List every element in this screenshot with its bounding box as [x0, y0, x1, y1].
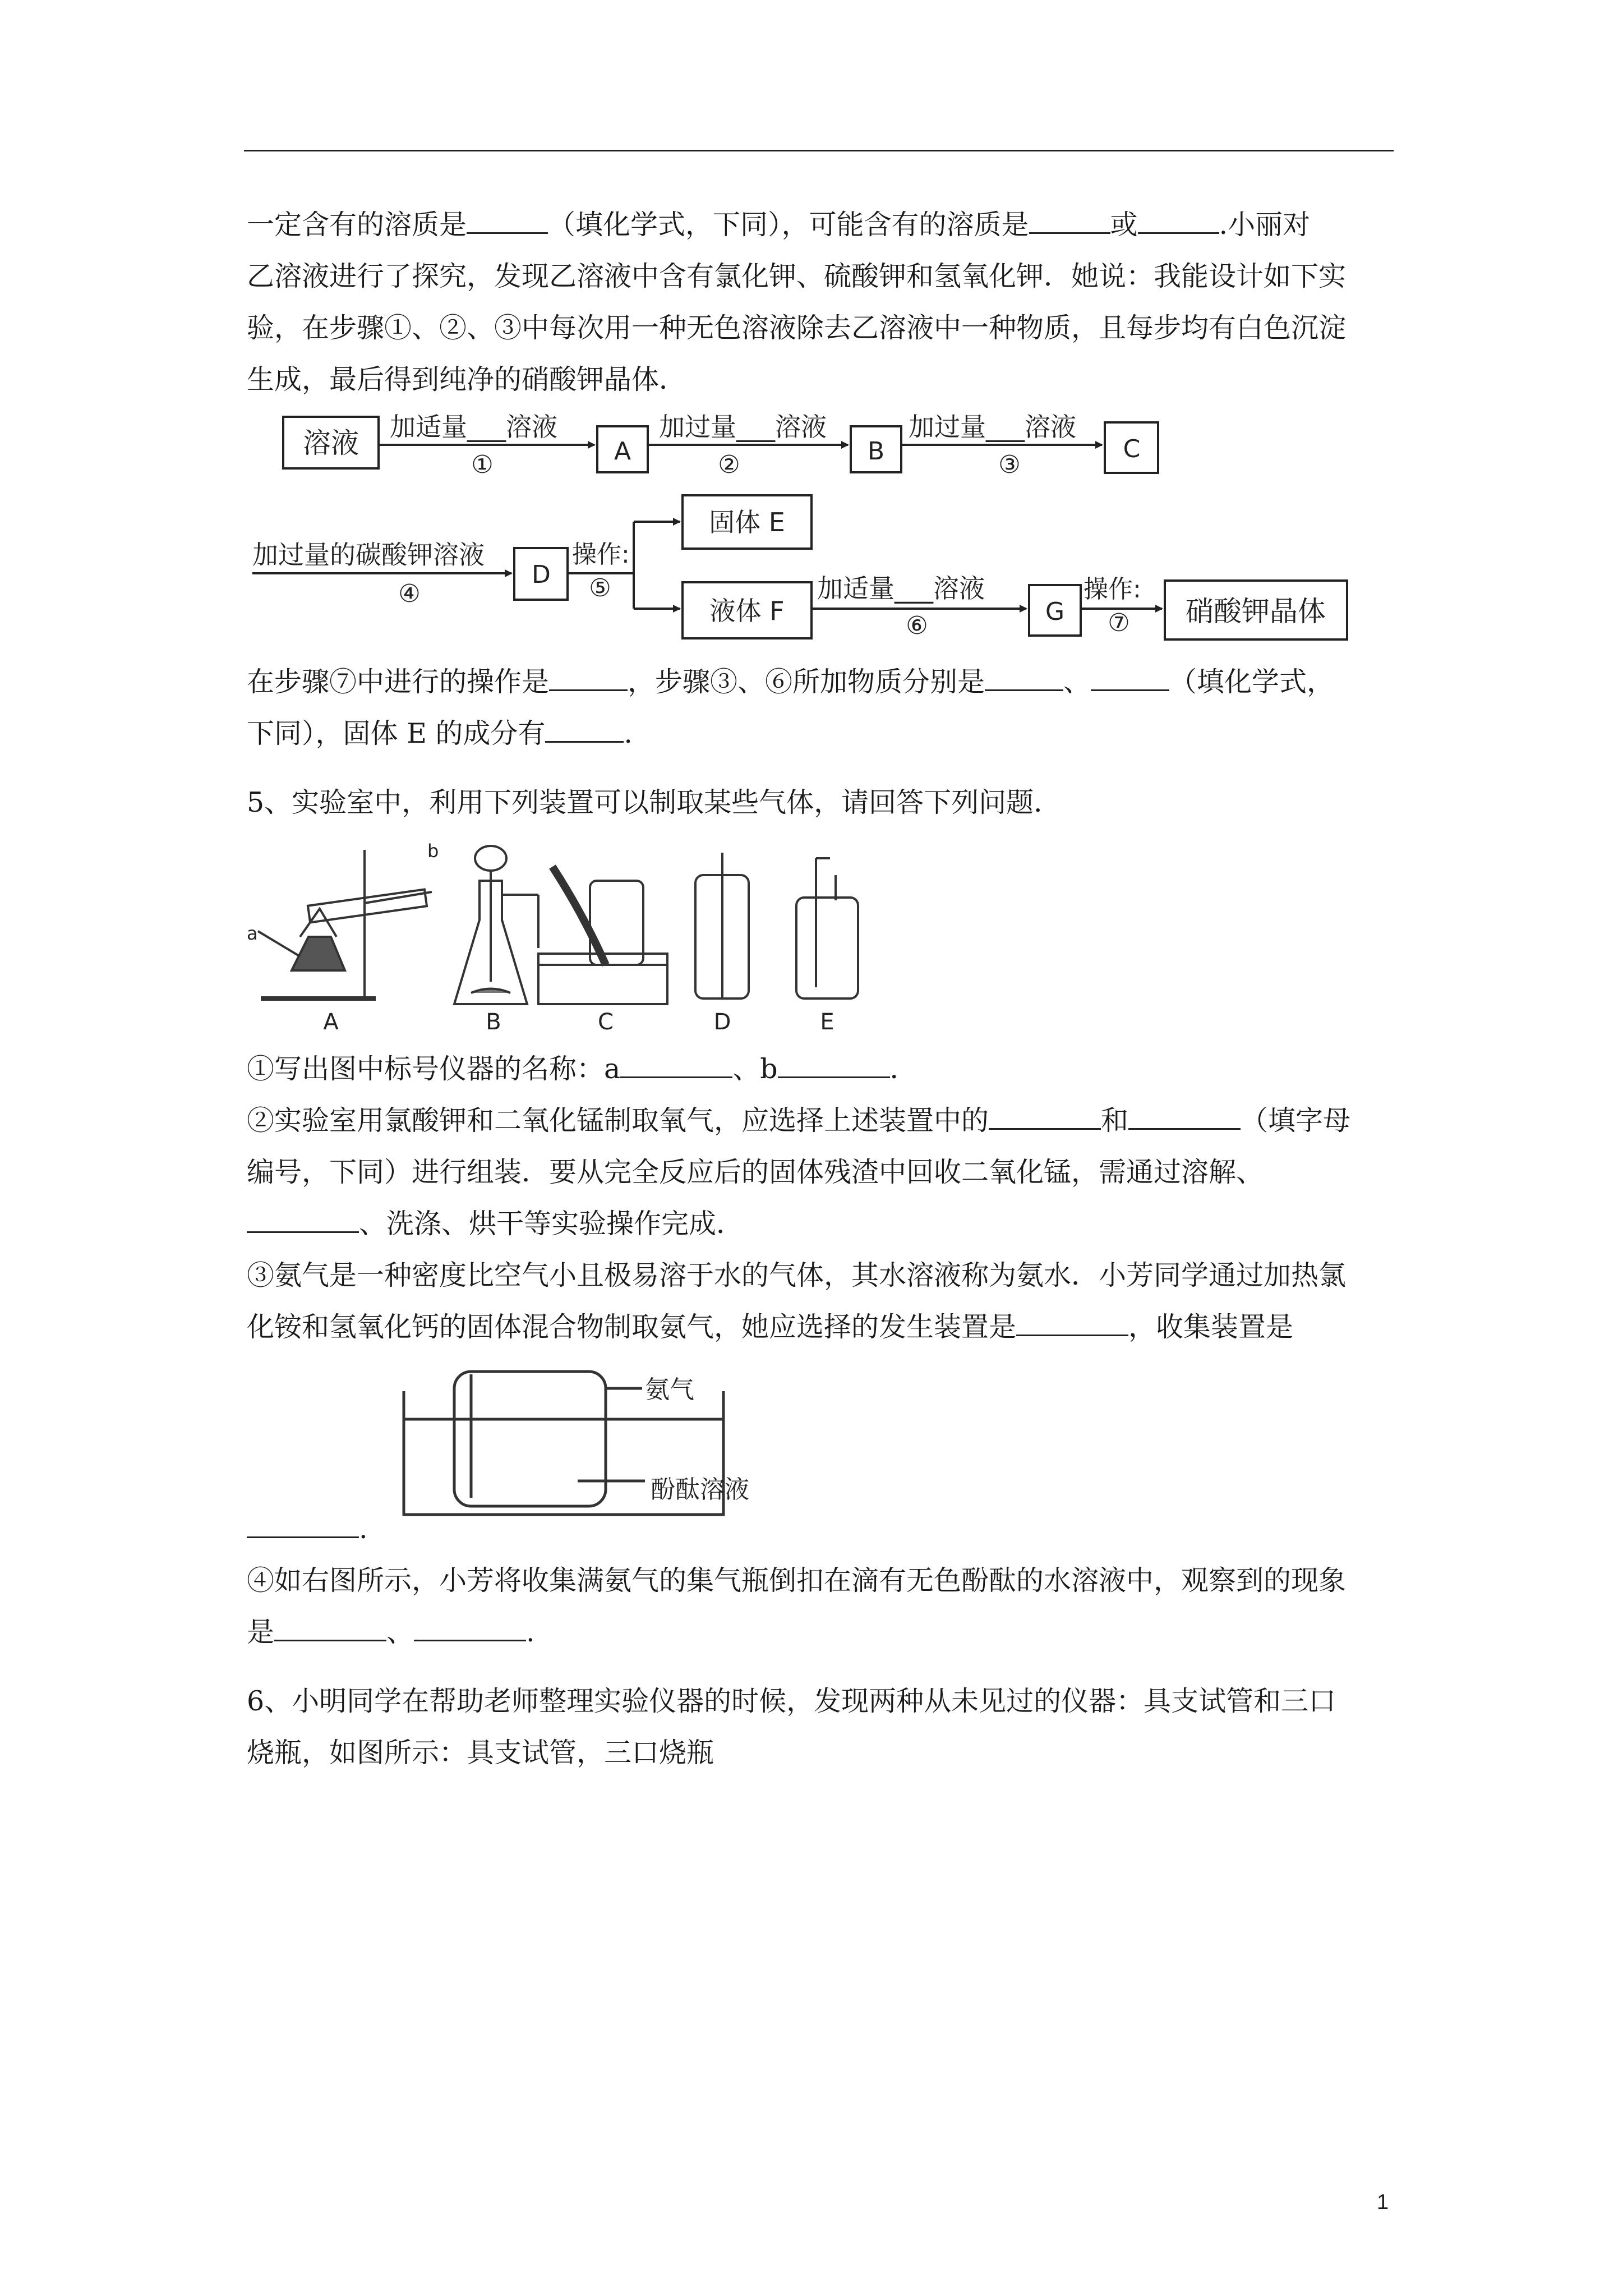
flow-step3: ③ — [998, 450, 1021, 479]
answer-blank[interactable] — [247, 1513, 359, 1538]
answer-blank[interactable] — [620, 1053, 732, 1078]
answer-blank[interactable] — [247, 1208, 359, 1233]
answer-blank[interactable] — [778, 1053, 890, 1078]
q5-sub2-line3: 、洗涤、烘干等实验操作完成． — [247, 1198, 1391, 1250]
apparatus-label-B: B — [486, 1009, 501, 1035]
answer-blank[interactable] — [1091, 666, 1169, 691]
answer-blank[interactable] — [545, 717, 624, 743]
label-ammonia: 氨气 — [645, 1375, 694, 1404]
answer-blank[interactable] — [1016, 1311, 1128, 1336]
apparatus-label-E: E — [820, 1009, 834, 1035]
flow-box-d: D — [532, 560, 551, 589]
flow-arrow6-label: 加适量___溶液 — [817, 573, 985, 604]
q5-title: 5、实验室中，利用下列装置可以制取某些气体，请回答下列问题． — [247, 786, 1062, 818]
gas-apparatus-figure — [247, 836, 886, 1038]
apparatus-label-C: C — [598, 1009, 614, 1035]
flow-box-b: B — [867, 437, 885, 466]
flow-arrow7-label: 操作: — [1083, 575, 1141, 604]
answer-blank[interactable] — [985, 666, 1063, 691]
answer-blank[interactable] — [549, 666, 628, 691]
q5-sub4-line1: ④如右图所示，小芳将收集满氨气的集气瓶倒扣在滴有无色酚酞的水溶液中，观察到的现象 — [247, 1565, 1347, 1596]
q4-line4: 生成，最后得到纯净的硝酸钾晶体． — [247, 364, 687, 395]
q6-line2: 烧瓶，如图所示：具支试管，三口烧瓶 — [247, 1737, 714, 1769]
label-a: a — [247, 923, 258, 944]
apparatus-label-D: D — [713, 1009, 731, 1035]
answer-blank[interactable] — [1138, 209, 1219, 234]
q4-after-line2: 下同），固体 E 的成分有 . — [247, 717, 633, 749]
answer-blank[interactable] — [414, 1616, 526, 1641]
q5-sub3-line3: . — [247, 1503, 1391, 1555]
q4-line2: 乙溶液进行了探究，发现乙溶液中含有氯化钾、硫酸钾和氢氧化钾．她说：我能设计如下实 — [247, 260, 1347, 292]
flow-box-g: G — [1045, 597, 1065, 626]
q5-sub3-line2: 化铵和氢氧化钙的固体混合物制取氨气，她应选择的发生装置是 ，收集装置是 — [247, 1311, 1294, 1343]
answer-blank[interactable] — [989, 1105, 1101, 1130]
q5-sub3-line1: ③氨气是一种密度比空气小且极易溶于水的气体，其水溶液称为氨水．小芳同学通过加热氯 — [247, 1259, 1347, 1291]
flow-box-e: 固体 E — [709, 507, 785, 537]
flow-step6: ⑥ — [906, 611, 928, 640]
flow-arrow3-label: 加过量___溶液 — [909, 412, 1076, 442]
flow-box-solution: 溶液 — [303, 427, 359, 459]
q4-line1: 一定含有的溶质是 （填化学式，下同），可能含有的溶质是 或 .小丽对 — [247, 209, 1311, 241]
flow-arrow5-label: 操作: — [572, 540, 630, 569]
page-number: 1 — [1377, 2191, 1389, 2214]
flow-box-f: 液体 F — [709, 596, 785, 626]
flow-box-c: C — [1123, 435, 1141, 463]
flow-step5: ⑤ — [589, 574, 611, 602]
flow-box-a: A — [614, 437, 631, 466]
q5-sub2-line1: ②实验室用氯酸钾和二氧化锰制取氧气，应选择上述装置中的 和 （填字母 — [247, 1105, 1351, 1137]
flow-step2: ② — [718, 450, 740, 479]
flow-arrow4-label: 加过量的碳酸钾溶液 — [252, 540, 485, 570]
q4-line3: 验，在步骤①、②、③中每次用一种无色溶液除去乙溶液中一种物质，且每步均有白色沉淀 — [247, 312, 1347, 344]
apparatus-label-A: A — [323, 1009, 339, 1035]
ammonia-figure — [393, 1358, 819, 1526]
q5-sub4-line2: 是 、 . — [247, 1616, 535, 1648]
flow-step4: ④ — [398, 579, 421, 608]
label-b: b — [427, 840, 439, 862]
label-phenolphthalein: 酚酞溶液 — [651, 1475, 749, 1504]
flow-arrow2-label: 加过量___溶液 — [659, 412, 827, 442]
answer-blank[interactable] — [1128, 1105, 1241, 1130]
flow-step7: ⑦ — [1108, 609, 1130, 637]
flow-box-final: 硝酸钾晶体 — [1186, 595, 1326, 628]
answer-blank[interactable] — [1029, 209, 1110, 234]
q4-after-line1: 在步骤⑦中进行的操作是 ，步骤③、⑥所加物质分别是 、 （填化学式， — [247, 666, 1335, 698]
q5-sub1: ①写出图中标号仪器的名称：a 、b ． — [247, 1053, 917, 1085]
separation-flowchart — [241, 401, 1408, 648]
q5-sub2-line2: 编号，下同）进行组装．要从完全反应后的固体残渣中回收二氧化锰，需通过溶解、 — [247, 1156, 1264, 1188]
header-rule — [244, 150, 1394, 151]
q6-line1: 6、小明同学在帮助老师整理实验仪器的时候，发现两种从未见过的仪器：具支试管和三口 — [247, 1685, 1336, 1717]
answer-blank[interactable] — [467, 209, 548, 234]
flow-step1: ① — [471, 450, 494, 479]
answer-blank[interactable] — [274, 1616, 386, 1641]
flow-arrow1-label: 加适量___溶液 — [390, 412, 557, 442]
